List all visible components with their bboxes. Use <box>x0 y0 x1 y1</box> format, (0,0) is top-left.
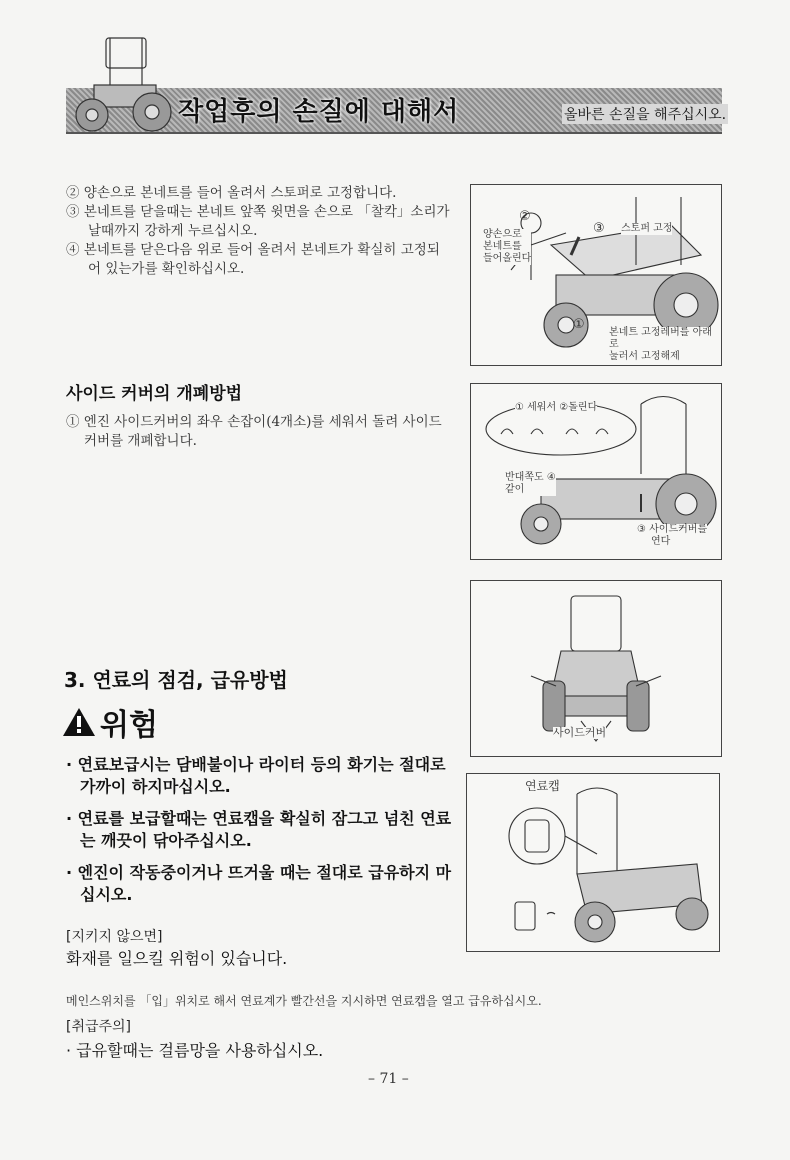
consequence-text: 화재를 일으킬 위험이 있습니다. <box>66 949 288 968</box>
bonnet-step: ④ 본네트를 닫은다음 위로 들어 올려서 본네트가 확실히 고정되 <box>66 242 440 258</box>
tractor-logo-illustration <box>64 30 174 135</box>
figure-label-top: ① 세워서 ②돌린다 <box>515 402 598 413</box>
figure-label-lever: 본네트 고정레버를 아래로 눌러서 고정해제 <box>609 327 721 363</box>
consequence-heading: [지키지 않으면] <box>66 929 163 945</box>
fuel-bullet: · 엔진이 작동중이거나 뜨거울 때는 절대로 급유하지 마 <box>66 863 452 882</box>
bonnet-steps <box>66 184 466 279</box>
figure-label-sidecover: 사이드커버 <box>553 726 607 739</box>
fuel-bullets <box>66 754 476 906</box>
figure-label-num1: ① <box>573 317 585 332</box>
figure-label-num2: ② <box>519 209 531 224</box>
figure-label-open: ③ 사이드커버를 연다 <box>637 524 708 547</box>
warning-label: 위험 <box>100 708 158 743</box>
sidecover-heading: 사이드 커버의 개폐방법 <box>66 384 243 404</box>
danger-warning <box>62 700 158 744</box>
page-subtitle: 올바른 손질을 해주십시오. <box>562 104 728 124</box>
bonnet-figure <box>470 184 722 366</box>
fuel-bullet: · 연료를 보급할때는 연료캡을 확실히 잠그고 넘친 연료 <box>66 809 452 828</box>
figure-label-num3: ③ <box>593 221 605 236</box>
caution-heading: [취급주의] <box>66 1019 132 1035</box>
bonnet-step: ② 양손으로 본네트를 들어 올려서 스토퍼로 고정합니다. <box>66 185 397 201</box>
page-number: – 71 – <box>368 1071 409 1087</box>
page-title: 작업후의 손질에 대해서 <box>178 97 460 127</box>
figure-label-opposite: 반대쪽도 ④ 같이 <box>505 472 556 495</box>
sidecover-front-figure <box>470 580 722 757</box>
fuel-instruction: 메인스위치를 「입」위치로 해서 연료계가 빨간선을 지시하면 연료캡을 열고 급유하십시오. <box>66 994 542 1008</box>
fuel-figure <box>466 773 720 952</box>
bonnet-step: 날때까지 강하게 누르십시오. <box>88 223 258 239</box>
warning-triangle-icon <box>62 706 96 738</box>
sidecover-figure <box>470 383 722 560</box>
figure-label-fuel-cap: 연료캡 <box>525 779 560 793</box>
fuel-bullet: · 연료보급시는 담배불이나 라이터 등의 화기는 절대로 <box>66 755 446 774</box>
bonnet-step: 어 있는가를 확인하십시오. <box>88 261 245 277</box>
fuel-bullet: 십시오. <box>80 885 133 904</box>
caution-text: · 급유할때는 걸름망을 사용하십시오. <box>66 1041 324 1060</box>
fuel-heading: 3. 연료의 점검, 급유방법 <box>64 668 288 692</box>
fuel-bullet: 가까이 하지마십시오. <box>80 777 231 796</box>
fuel-bullet: 는 깨끗이 닦아주십시오. <box>80 831 252 850</box>
fuel-cap-illustration <box>467 774 719 951</box>
figure-label-stopper: 스토퍼 고정 <box>621 223 673 234</box>
sidecover-step: ① 엔진 사이드커버의 좌우 손잡이(4개소)를 세워서 돌려 사이드 커버를 개폐합니다. <box>66 414 442 449</box>
bonnet-step: ③ 본네트를 닫을때는 본네트 앞쪽 윗면을 손으로 「찰칵」소리가 <box>66 204 450 220</box>
figure-label-both-hands: 양손으로 본네트를 들어올린다 <box>483 229 532 264</box>
